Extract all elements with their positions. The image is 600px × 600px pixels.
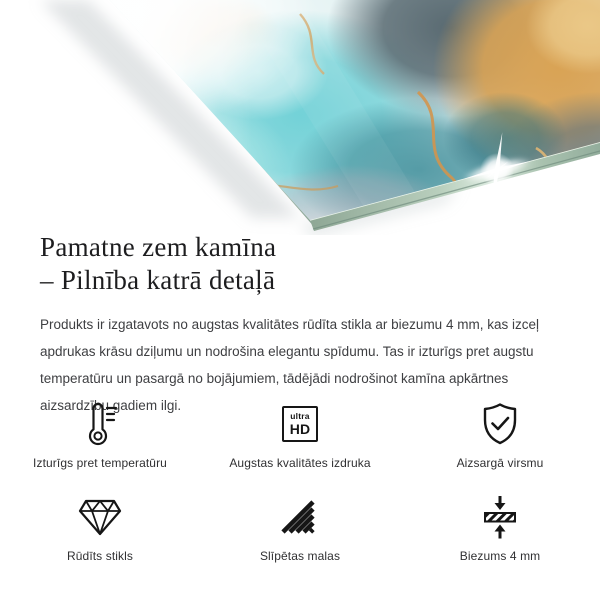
ultra-hd-icon-text-bottom: HD (289, 420, 311, 437)
title-line-2: – Pilnība katrā detaļā (40, 265, 276, 295)
feature-item (400, 494, 600, 563)
thermometer-icon (80, 401, 120, 447)
feature-label: Rūdīts stikls (67, 549, 133, 563)
feature-item (0, 494, 200, 563)
title-line-1: Pamatne zem kamīna (40, 232, 277, 262)
feature-item (400, 401, 600, 470)
shield-check-icon (479, 401, 521, 447)
hero-image (0, 0, 600, 235)
feature-item (0, 401, 200, 470)
press-thickness-icon (480, 494, 520, 540)
feature-item (200, 494, 400, 563)
feature-label: Biezums 4 mm (459, 549, 541, 563)
feature-item (200, 401, 400, 470)
feature-label: Augstas kvalitātes izdruka (229, 456, 371, 470)
product-description: Produkts ir izgatavots no augstas kvalitātes rūdīta stikla ar biezumu 4 mm, kas izceļ apdrukas krāsu dziļumu un nodrošina elegantu spīdumu. Tas ir izturīgs pret augstu temperatūru un pasargā no bojājumiem, tādējādi nodrošinot kamīna apkārtnes aizsardzību gadiem ilgi. (40, 317, 539, 413)
ultra-hd-icon (282, 401, 318, 447)
content-section (40, 231, 570, 422)
feature-label: Slīpētas malas (259, 549, 341, 563)
glass-panel-photo (0, 0, 600, 235)
beveled-edges-icon (280, 494, 320, 540)
page-title (40, 231, 570, 297)
ultra-hd-icon-text-top: ultra (290, 411, 310, 422)
diamond-icon (77, 494, 123, 540)
feature-label: Aizsargā virsmu (456, 456, 544, 470)
feature-label: Izturīgs pret temperatūru (33, 456, 167, 470)
features-grid (0, 401, 600, 563)
